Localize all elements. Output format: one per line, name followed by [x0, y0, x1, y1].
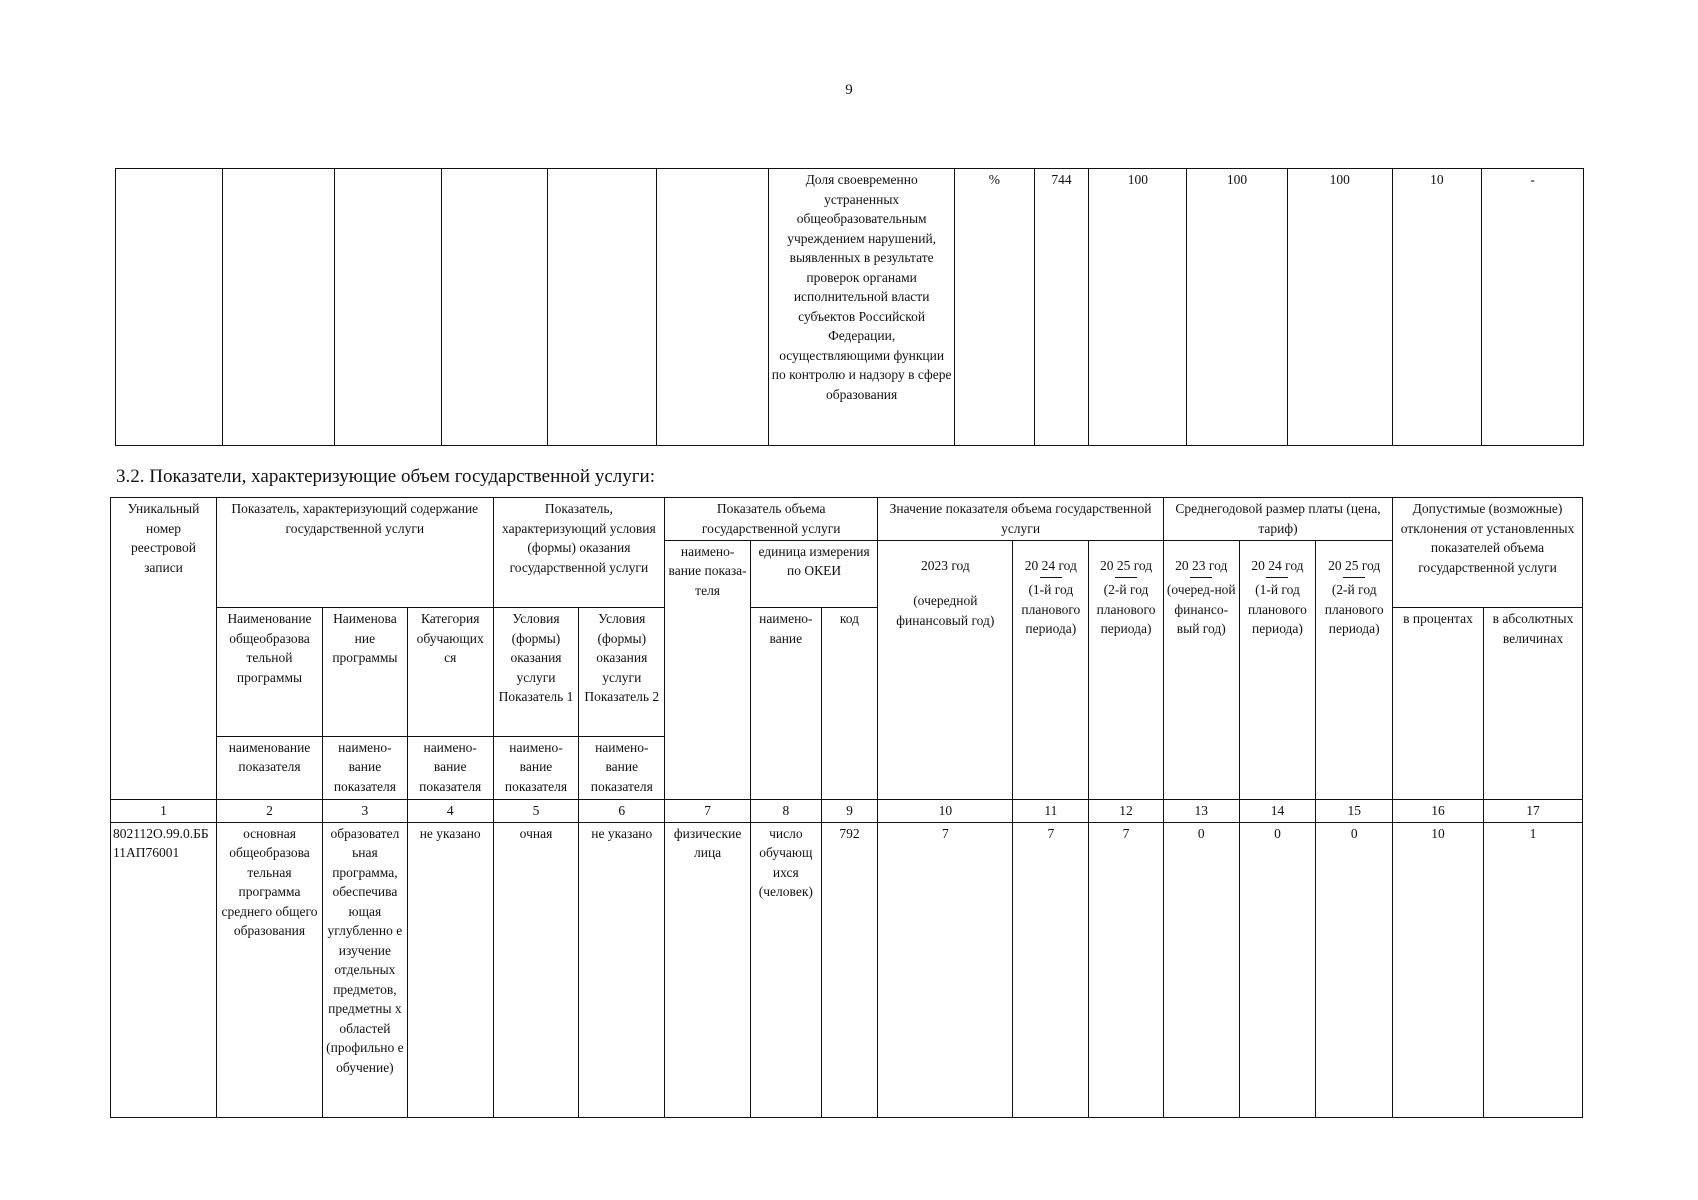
condition-2: не указано — [579, 822, 665, 1117]
col-num: 8 — [751, 799, 822, 822]
col-num: 2 — [217, 799, 323, 822]
empty-cell — [441, 169, 548, 446]
col-num: 15 — [1316, 799, 1393, 822]
deviation-abs: 1 — [1483, 822, 1582, 1117]
fee-year-2024: 20 24 год — [1251, 557, 1304, 573]
empty-cell — [116, 169, 223, 446]
header-condition-2: Условия (формы) оказания услуги Показатель 2 — [579, 608, 665, 737]
header-registry-number: Уникальный номер реестровой записи — [111, 498, 217, 800]
quality-indicators-table — [115, 168, 1584, 446]
header-naming-5: наимено-вание показателя — [579, 736, 665, 799]
header-indicator-name: наимено-вание показа-теля — [665, 540, 751, 799]
header-volume-indicator: Показатель объема государственной услуги — [665, 498, 878, 541]
page-number: 9 — [845, 82, 853, 98]
section-title: 3.2. Показатели, характеризующие объем государственной услуги: — [116, 466, 656, 487]
header-deviation-pct: в процентах — [1393, 608, 1484, 800]
fee-note-plan-1: (1-й год планового периода) — [1248, 582, 1307, 637]
col-num: 6 — [579, 799, 665, 822]
header-conditions-indicator: Показатель, характеризующий условия (формы) оказания государственной услуги — [493, 498, 665, 608]
quality-deviation-pct: 10 — [1392, 169, 1482, 446]
col-num: 13 — [1163, 799, 1239, 822]
header-naming-4: наимено-вание показателя — [493, 736, 579, 799]
student-category: не указано — [407, 822, 493, 1117]
col-num: 7 — [665, 799, 751, 822]
column-numbers-row — [111, 799, 1583, 822]
note-next-fin-year: (очередной финансовый год) — [896, 593, 995, 628]
empty-cell — [222, 169, 334, 446]
header-naming-1: наименование показателя — [217, 736, 323, 799]
underline-mark — [1266, 577, 1288, 578]
header-naming-3: наимено-вание показателя — [407, 736, 493, 799]
header-unit-name: наимено-вание — [751, 608, 822, 800]
empty-cell — [334, 169, 441, 446]
header-value-2023 — [878, 540, 1013, 799]
col-num: 14 — [1239, 799, 1316, 822]
header-value-2025 — [1089, 540, 1164, 799]
unit-name: число обучающ ихся (человек) — [751, 822, 822, 1117]
col-num: 16 — [1393, 799, 1484, 822]
col-num: 9 — [821, 799, 878, 822]
header-fee-2023 — [1163, 540, 1239, 799]
fee-note-next: (очеред-ной финансо-вый год) — [1166, 582, 1236, 637]
header-value-2024 — [1013, 540, 1089, 799]
header-unit-code: код — [821, 608, 878, 800]
fee-year-2025: 20 25 год — [1328, 557, 1381, 573]
col-num: 4 — [407, 799, 493, 822]
registry-number: 802112О.99.0.ББ11АП76001 — [111, 822, 217, 1117]
underline-mark — [1040, 577, 1062, 578]
program-type: основная общеобразова тельная программа среднего общего образования — [217, 822, 323, 1117]
table-row — [111, 822, 1583, 1117]
header-naming-2: наимено-вание показателя — [323, 736, 408, 799]
quality-value-2023: 100 — [1089, 169, 1187, 446]
header-row-1 — [111, 498, 1583, 541]
header-program-type: Наименование общеобразова тельной программы — [217, 608, 323, 737]
fee-note-plan-2: (2-й год планового периода) — [1324, 582, 1384, 637]
col-num: 10 — [878, 799, 1013, 822]
fee-2024: 0 — [1239, 822, 1316, 1117]
volume-indicators-table — [110, 497, 1583, 1118]
underline-mark — [1115, 577, 1137, 578]
header-fee-2024 — [1239, 540, 1316, 799]
header-content-indicator: Показатель, характеризующий содержание государственной услуги — [217, 498, 494, 608]
quality-row — [116, 169, 1584, 446]
program-name: образовател ьная программа, обеспечива ющая углубленно е изучение отдельных предметов, предметны х областей (профильно е обучениe) — [323, 822, 408, 1117]
col-num: 12 — [1089, 799, 1164, 822]
underline-mark — [1190, 577, 1212, 578]
value-2025: 7 — [1089, 822, 1164, 1117]
col-num: 17 — [1483, 799, 1582, 822]
header-student-category: Категория обучающих ся — [407, 608, 493, 737]
header-unit-okei: единица измерения по ОКЕИ — [751, 540, 878, 607]
year-2023: 2023 год — [920, 557, 970, 573]
header-average-fee: Среднегодовой размер платы (цена, тариф) — [1163, 498, 1392, 541]
year-2025: 20 25 год — [1099, 557, 1153, 573]
quality-unit: % — [955, 169, 1034, 446]
quality-indicator-name: Доля своевременно устраненных общеобразовательным учреждением нарушений, выявленных в результате проверок органами исполнительной власти субъектов Российской Федерации, осуществляющими функции по контролю и надзору в сфере образования — [769, 169, 955, 446]
header-deviations: Допустимые (возможные) отклонения от установленных показателей объема государственной услуги — [1393, 498, 1583, 608]
col-num: 1 — [111, 799, 217, 822]
header-condition-1: Условия (формы) оказания услуги Показатель 1 — [493, 608, 579, 737]
underline-mark — [1343, 577, 1365, 578]
quality-value-2025: 100 — [1287, 169, 1392, 446]
fee-year-2023: 20 23 год — [1175, 557, 1228, 573]
header-fee-2025 — [1316, 540, 1393, 799]
note-plan-1: (1-й год планового периода) — [1021, 582, 1081, 637]
volume-indicator-name: физические лица — [665, 822, 751, 1117]
quality-value-2024: 100 — [1187, 169, 1288, 446]
deviation-pct: 10 — [1393, 822, 1484, 1117]
note-plan-2: (2-й год планового периода) — [1096, 582, 1156, 637]
header-volume-value: Значение показателя объема государственной услуги — [878, 498, 1164, 541]
value-2023: 7 — [878, 822, 1013, 1117]
header-deviation-abs: в абсолютных величинах — [1483, 608, 1582, 800]
col-num: 3 — [323, 799, 408, 822]
fee-2025: 0 — [1316, 822, 1393, 1117]
year-2024: 20 24 год — [1024, 557, 1077, 573]
unit-code: 792 — [821, 822, 878, 1117]
value-2024: 7 — [1013, 822, 1089, 1117]
fee-2023: 0 — [1163, 822, 1239, 1117]
condition-1: очная — [493, 822, 579, 1117]
header-program-name: Наименова ние программы — [323, 608, 408, 737]
quality-deviation-abs: - — [1482, 169, 1584, 446]
col-num: 5 — [493, 799, 579, 822]
col-num: 11 — [1013, 799, 1089, 822]
quality-okei: 744 — [1034, 169, 1089, 446]
empty-cell — [548, 169, 657, 446]
empty-cell — [657, 169, 769, 446]
